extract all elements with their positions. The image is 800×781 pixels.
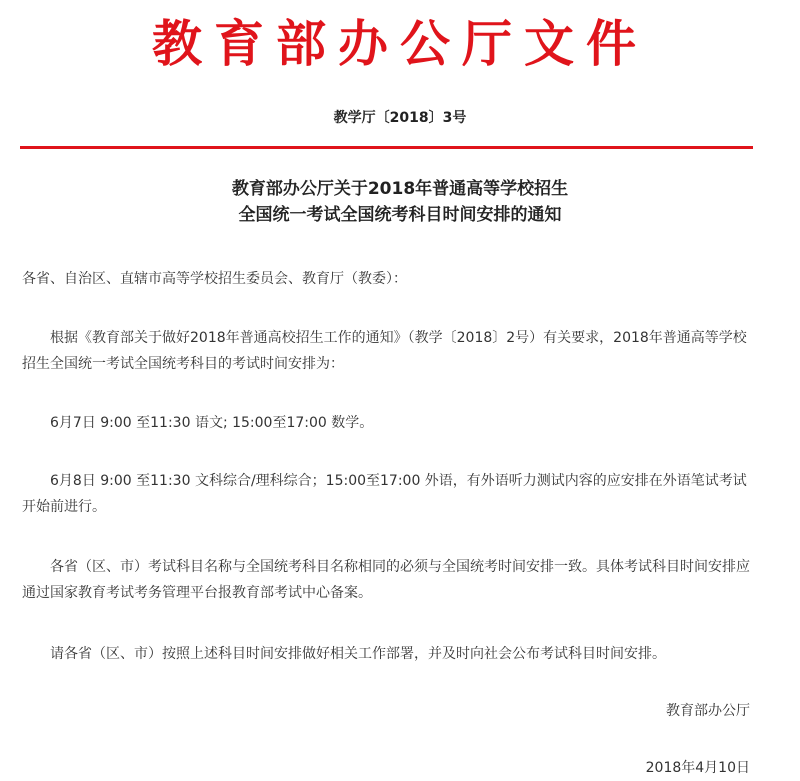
paragraph-basis: 根据《教育部关于做好2018年普通高校招生工作的通知》（教学〔2018〕2号）有关要求，2018年普通高等学校招生全国统一考试全国统考科目的考试时间安排为：: [22, 330, 747, 372]
paragraph-june-7: 6月7日 9:00 至11:30 语文; 15:00至17:00 数学。: [50, 415, 374, 431]
paragraph-subject-names: 各省（区、市）考试科目名称与全国统考科目名称相同的必须与全国统考时间安排一致。具体考试科目时间安排应通过国家教育考试考务管理平台报教育部考试中心备案。: [22, 559, 750, 601]
salutation: 各省、自治区、直辖市高等学校招生委员会、教育厅（教委）：: [22, 271, 407, 287]
notice-title: [0, 176, 800, 228]
masthead-title: 教育部办公厅文件: [152, 14, 648, 73]
paragraph-june-8: 6月8日 9:00 至11:30 文科综合/理科综合；15:00至17:00 外语，有外语听力测试内容的应安排在外语笔试考试开始前进行。: [22, 473, 747, 515]
notice-title-line-2: 全国统一考试全国统考科目时间安排的通知: [238, 205, 562, 225]
notice-title-line-1: 教育部办公厅关于2018年普通高等学校招生: [231, 179, 569, 199]
document-number: 教学厅〔2018〕3号: [333, 110, 467, 126]
issuer-signature: 教育部办公厅: [666, 703, 750, 719]
paragraph-request: 请各省（区、市）按照上述科目时间安排做好相关工作部署，并及时向社会公布考试科目时间安排。: [50, 646, 666, 662]
red-divider: [20, 146, 753, 149]
issue-date: 2018年4月10日: [645, 760, 750, 776]
